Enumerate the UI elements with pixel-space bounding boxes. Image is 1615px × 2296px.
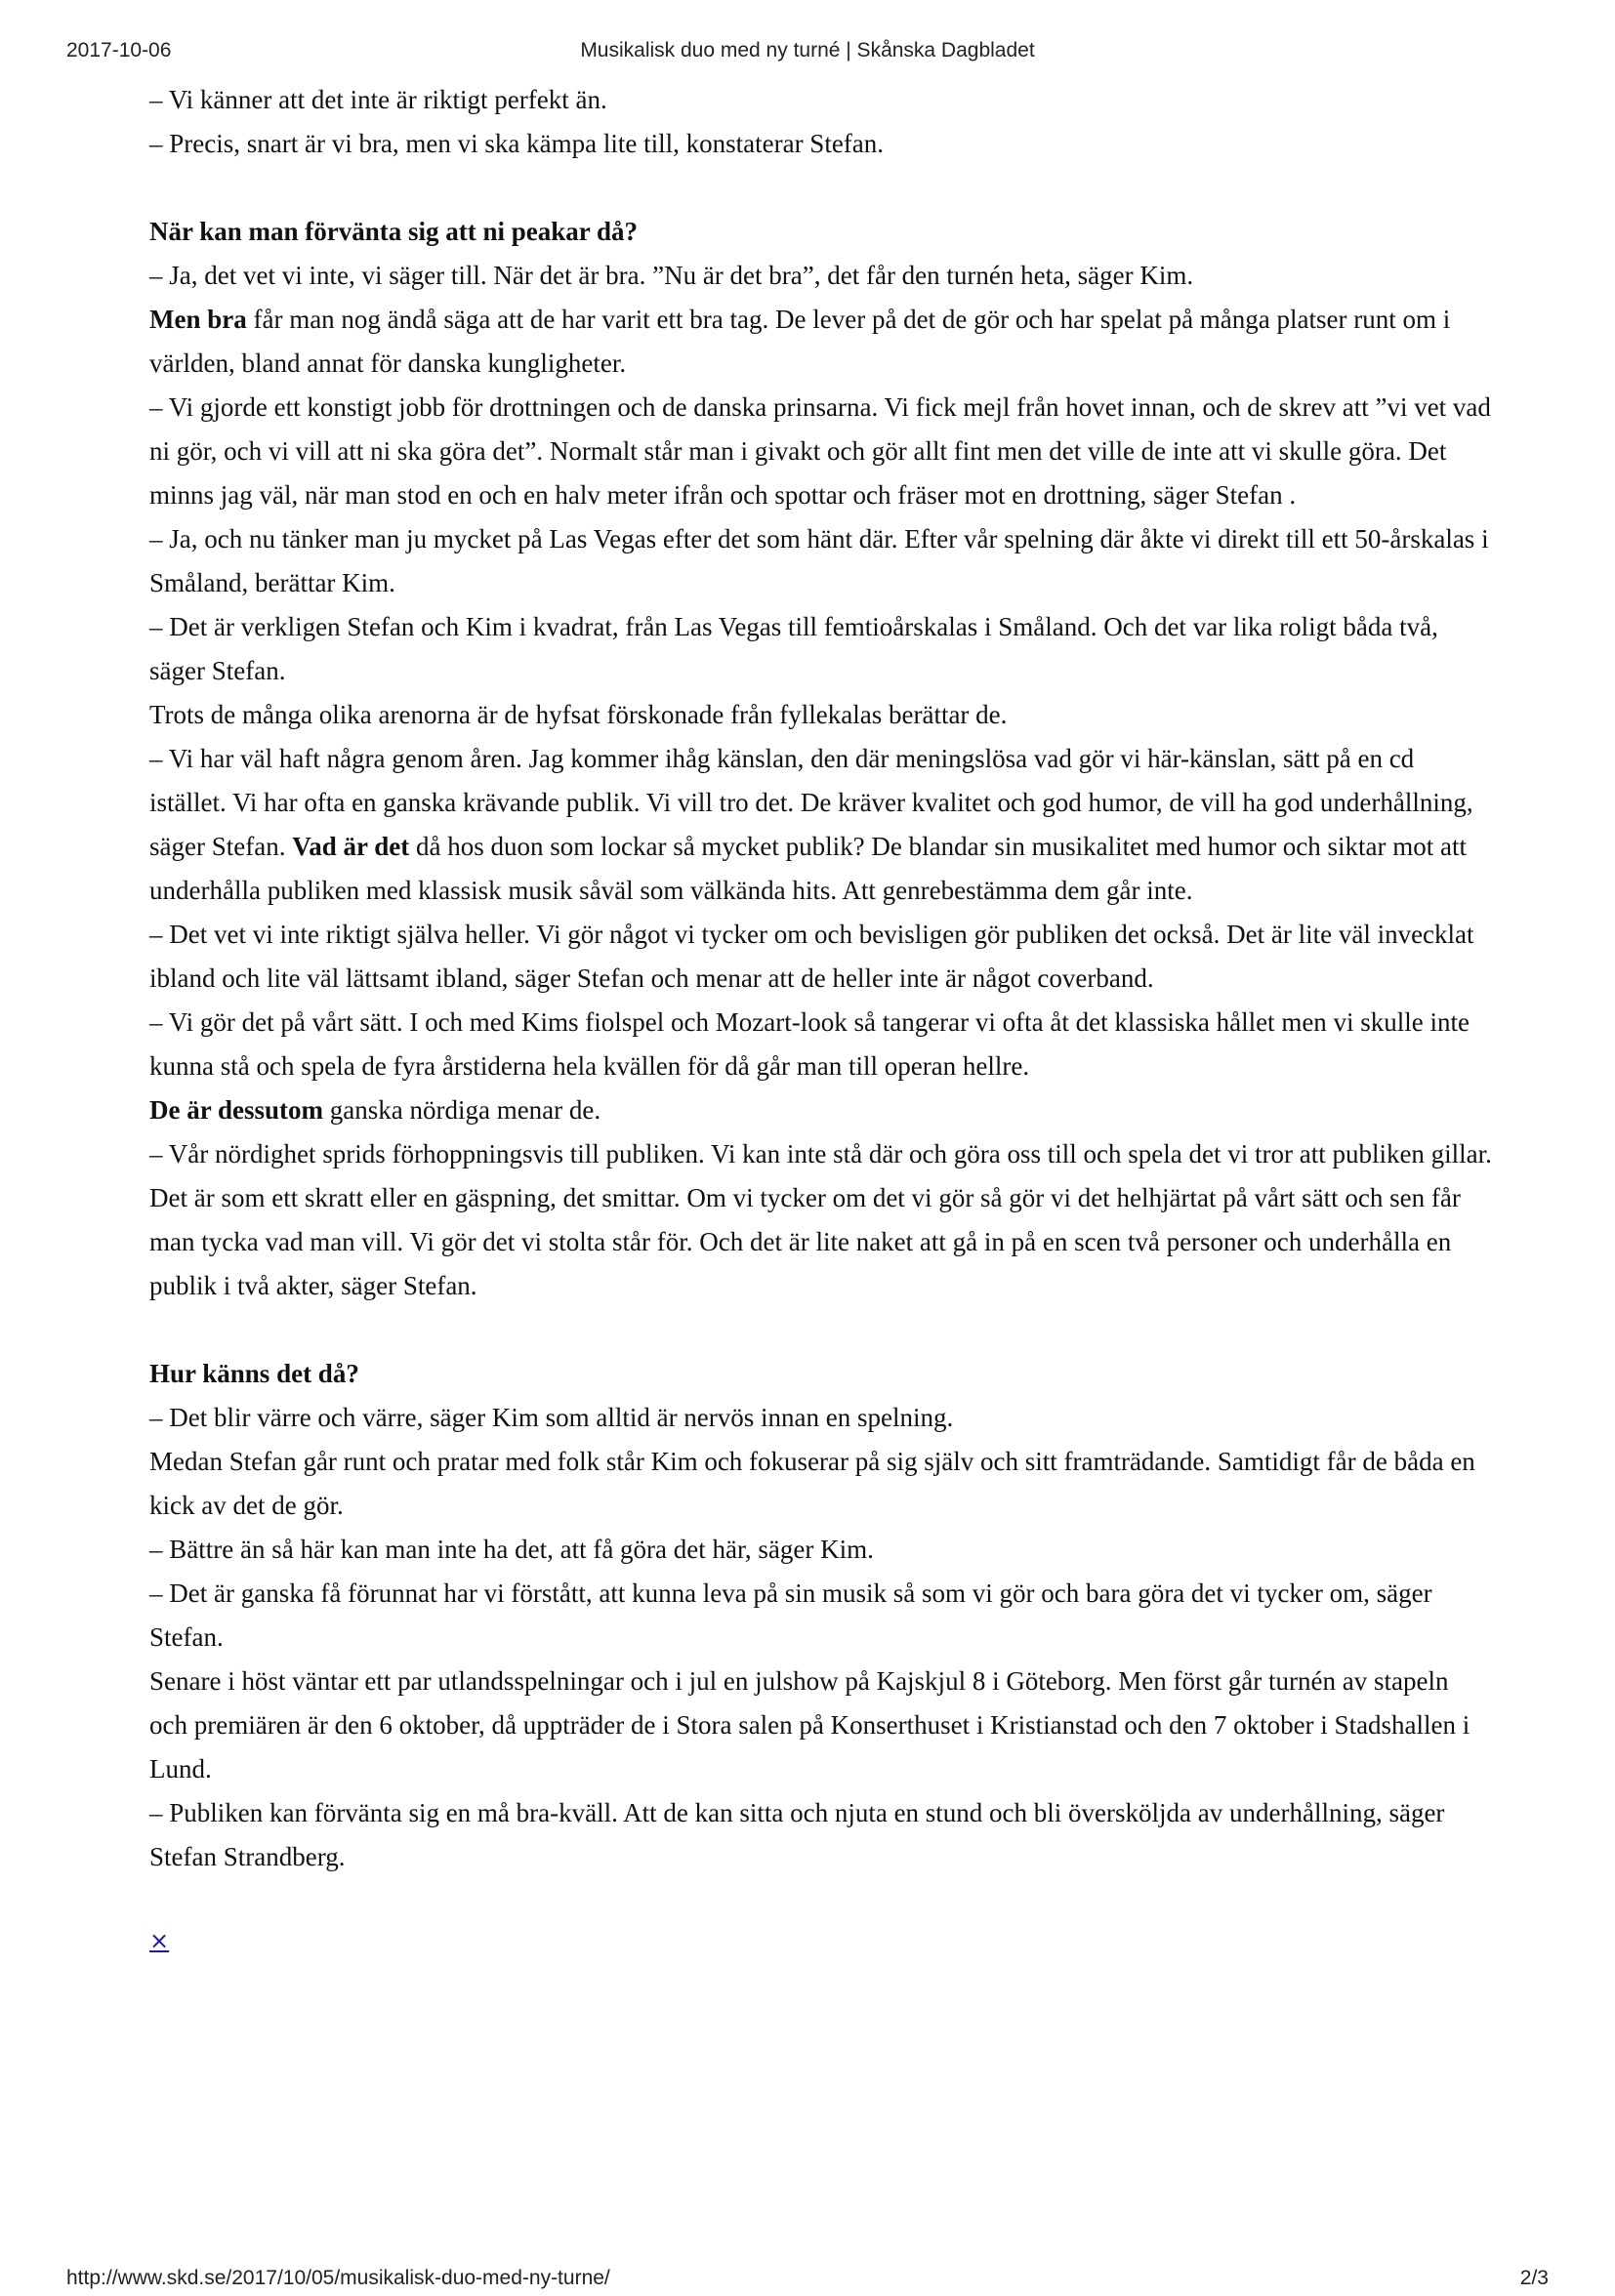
paragraph-text: då hos duon som lockar så mycket publik? De blandar sin musikalitet med humor och siktar mot att underhålla publiken med klassisk musik såväl som välkända hits. Att genrebestämma dem går inte. (149, 832, 1468, 905)
paragraph: – Det blir värre och värre, säger Kim som alltid är nervös innan en spelning. (149, 1403, 954, 1432)
paragraph: – Vår nördighet sprids förhoppningsvis till publiken. Vi kan inte stå där och göra oss till och spela det vi tror att publiken gillar. Det är som ett skratt eller en gäspning, det smittar. Om vi tycker om det vi gör så gör vi det helhjärtat på vårt sätt och sen får man tycka vad man vill. Vi gör det vi stolta står för. Och det är lite naket att gå in på en scen två personer och underhålla en publik i två akter, säger Stefan. (149, 1139, 1492, 1300)
paragraph: – Bättre än så här kan man inte ha det, att få göra det här, säger Kim. (149, 1535, 874, 1564)
bold-lead: Vad är det (292, 832, 410, 861)
print-footer (66, 2267, 1549, 2296)
paragraph: – Vi känner att det inte är riktigt perfekt än. (149, 85, 607, 114)
print-header (66, 39, 1549, 68)
paragraph-text: ganska nördiga menar de. (323, 1095, 601, 1125)
article-body (149, 78, 1492, 1962)
paragraph: – Publiken kan förvänta sig en må bra-kväll. Att de kan sitta och njuta en stund och bli översköljda av underhållning, säger Stefan Strandberg. (149, 1798, 1445, 1871)
paragraph: – Vi gjorde ett konstigt jobb för drottningen och de danska prinsarna. Vi fick mejl från hovet innan, och de skrev att ”vi vet vad ni gör, och vi vill att ni ska göra det”. Normalt står man i givakt och gör allt fint men det ville de inte att vi skulle göra. Det minns jag väl, när man stod en och en halv meter ifrån och spottar och fräser mot en drottning, säger Stefan . (149, 392, 1491, 510)
paragraph-text: får man nog ändå säga att de har varit ett bra tag. De lever på det de gör och har spelat på många platser runt om i världen, bland annat för danska kungligheter. (149, 305, 1451, 378)
paragraph: – Ja, och nu tänker man ju mycket på Las Vegas efter det som hänt där. Efter vår spelning där åkte vi direkt till ett 50-årskalas i Småland, berättar Kim. (149, 524, 1489, 597)
paragraph (149, 298, 1492, 386)
paragraph: – Det är verkligen Stefan och Kim i kvadrat, från Las Vegas till femtioårskalas i Småland. Och det var lika roligt båda två, säger Stefan. (149, 612, 1438, 685)
paragraph: – Precis, snart är vi bra, men vi ska kämpa lite till, konstaterar Stefan. (149, 129, 885, 158)
paragraph (149, 737, 1492, 913)
paragraph: – Ja, det vet vi inte, vi säger till. När det är bra. ”Nu är det bra”, det får den turnén heta, säger Kim. (149, 261, 1194, 290)
print-url: http://www.skd.se/2017/10/05/musikalisk-duo-med-ny-turne/ (66, 2267, 610, 2289)
print-date: 2017-10-06 (66, 39, 172, 62)
print-page-title: Musikalisk duo med ny turné | Skånska Dagbladet (580, 39, 1035, 62)
paragraph: Medan Stefan går runt och pratar med folk står Kim och fokuserar på sig själv och sitt framträdande. Samtidigt får de båda en kick av det de gör. (149, 1447, 1475, 1520)
paragraph-text: – Vi har väl haft några genom åren. Jag kommer ihåg känslan, den där meningslösa vad gör vi här-känslan, sätt på en cd istället. Vi har ofta en ganska krävande publik. Vi vill tro det. De kräver kvalitet och god humor, de vill ha god underhållning, säger Stefan. (149, 744, 1473, 861)
paragraph: Senare i höst väntar ett par utlandsspelningar och i jul en julshow på Kajskjul 8 i Göteborg. Men först går turnén av stapeln och premiären är den 6 oktober, då uppträder de i Stora salen på Konserthuset i Kristianstad och den 7 oktober i Stadshallen i Lund. (149, 1666, 1470, 1784)
paragraph: – Det vet vi inte riktigt själva heller. Vi gör något vi tycker om och bevisligen gör publiken det också. Det är lite väl invecklat ibland och lite väl lättsamt ibland, säger Stefan och menar att de heller inte är något coverband. (149, 920, 1474, 993)
paragraph: – Vi gör det på vårt sätt. I och med Kims fiolspel och Mozart-look så tangerar vi ofta åt det klassiska hållet men vi skulle inte kunna stå och spela de fyra årstiderna hela kvällen för då går man till operan hellre. (149, 1007, 1470, 1081)
paragraph (149, 1088, 1492, 1132)
bold-lead: Men bra (149, 305, 247, 334)
print-page-number: 2/3 (1519, 2267, 1549, 2289)
interview-question: Hur känns det då? (149, 1359, 359, 1388)
bold-lead: De är dessutom (149, 1095, 323, 1125)
interview-question: När kan man förvänta sig att ni peakar då? (149, 217, 639, 246)
paragraph: Trots de många olika arenorna är de hyfsat förskonade från fyllekalas berättar de. (149, 700, 1008, 729)
paragraph: – Det är ganska få förunnat har vi förstått, att kunna leva på sin musik så som vi gör och bara göra det vi tycker om, säger Stefan. (149, 1578, 1432, 1652)
close-icon[interactable]: × (149, 1927, 170, 1954)
